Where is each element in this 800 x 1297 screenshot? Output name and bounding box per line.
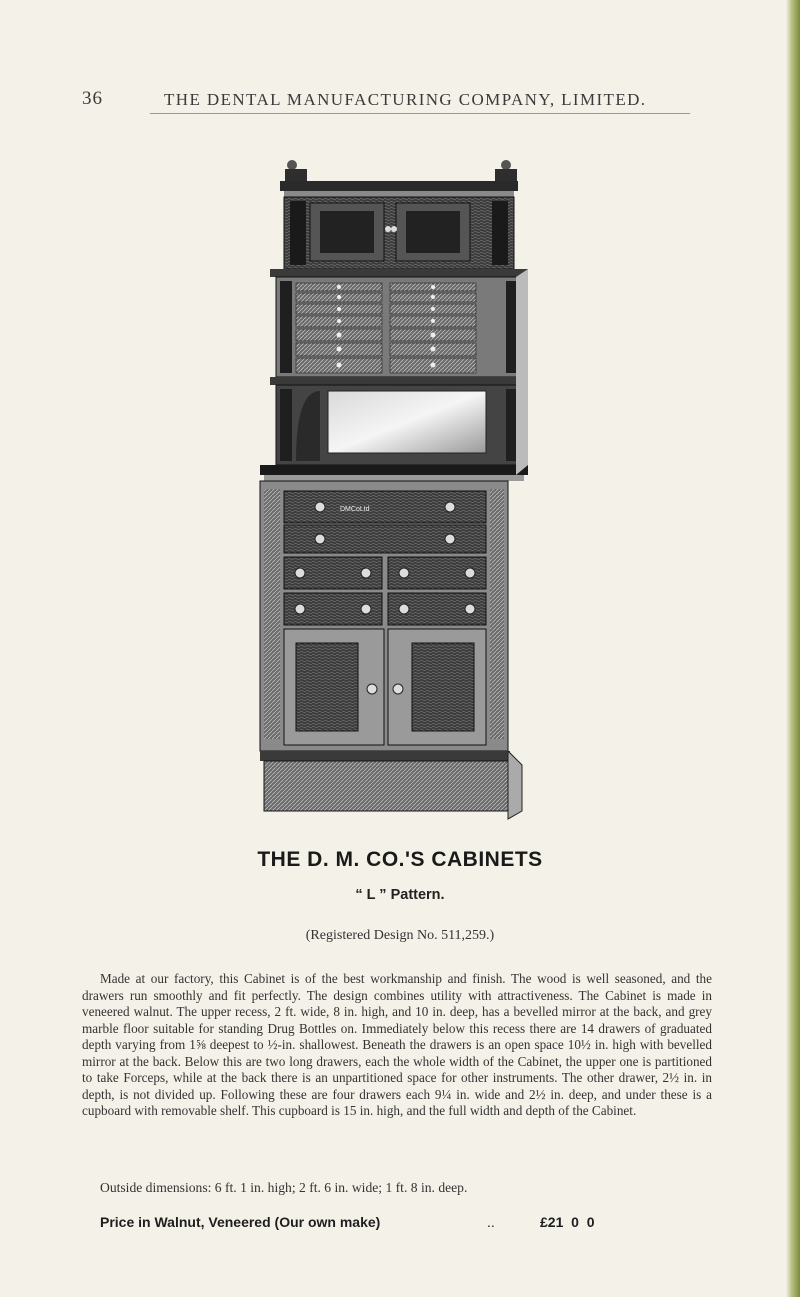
bevelled-mirror xyxy=(328,391,486,453)
page-edge xyxy=(786,0,800,1297)
price-amount: £21 0 0 xyxy=(540,1214,595,1230)
price-label: Price in Walnut, Veneered (Our own make) xyxy=(100,1214,381,1230)
pattern-name: “ L ” Pattern. xyxy=(355,887,445,903)
registered-design: (Registered Design No. 511,259.) xyxy=(305,928,495,943)
header-rule xyxy=(150,113,690,114)
finial-left xyxy=(285,160,307,181)
upper-cupboard xyxy=(284,197,514,269)
plinth xyxy=(264,761,508,811)
product-description: Made at our factory, this Cabinet is of the best workmanship and finish. The wood is well seasoned, and the drawers run smoothly and fit perfectly. The design combines utility with attractiveness. The Cabinet is made in veneered walnut. The upper recess, 2 ft. wide, 8 in. high, and 10 in. deep, has a bevelled mirror at the back, and grey marble floor suitable for standing Drug Bottles on. Immediately below this recess there are 14 drawers of graduated depth varying from 1⅝ deepest to ½-in. shallowest. Beneath the drawers is an open space 10½ in. high with bevelled mirror at the back. Below this are two long drawers, each the whole width of the Cabinet, the upper one is partitioned to take Forceps, while at the back there is an unpartitioned space for other instruments. The other drawer, 2½ in. in depth, is not divided up. Following these are four drawers each 9¼ in. wide and 2½ in. deep, and under these is a cupboard with removable shelf. This cupboard is 15 in. high, and the full width and depth of the Cabinet. xyxy=(82,971,712,1118)
price-leader: .. xyxy=(487,1214,495,1230)
cabinet-illustration xyxy=(240,155,530,825)
mirror-recess xyxy=(276,385,522,465)
long-drawers xyxy=(284,491,486,553)
page-number: 36 xyxy=(82,88,103,109)
running-title: THE DENTAL MANUFACTURING COMPANY, LIMITED. xyxy=(164,90,647,109)
top-cornice xyxy=(280,181,518,191)
product-title: THE D. M. CO.'S CABINETS xyxy=(257,848,543,871)
graduated-drawers xyxy=(276,277,522,377)
finial-right xyxy=(495,160,517,181)
plinth-top xyxy=(260,751,510,761)
drawer-label: DMCoLtd xyxy=(340,506,370,513)
outside-dimensions: Outside dimensions: 6 ft. 1 in. high; 2 ft. 6 in. wide; 1 ft. 8 in. deep. xyxy=(100,1180,468,1195)
cabinet-worktop xyxy=(260,465,528,475)
